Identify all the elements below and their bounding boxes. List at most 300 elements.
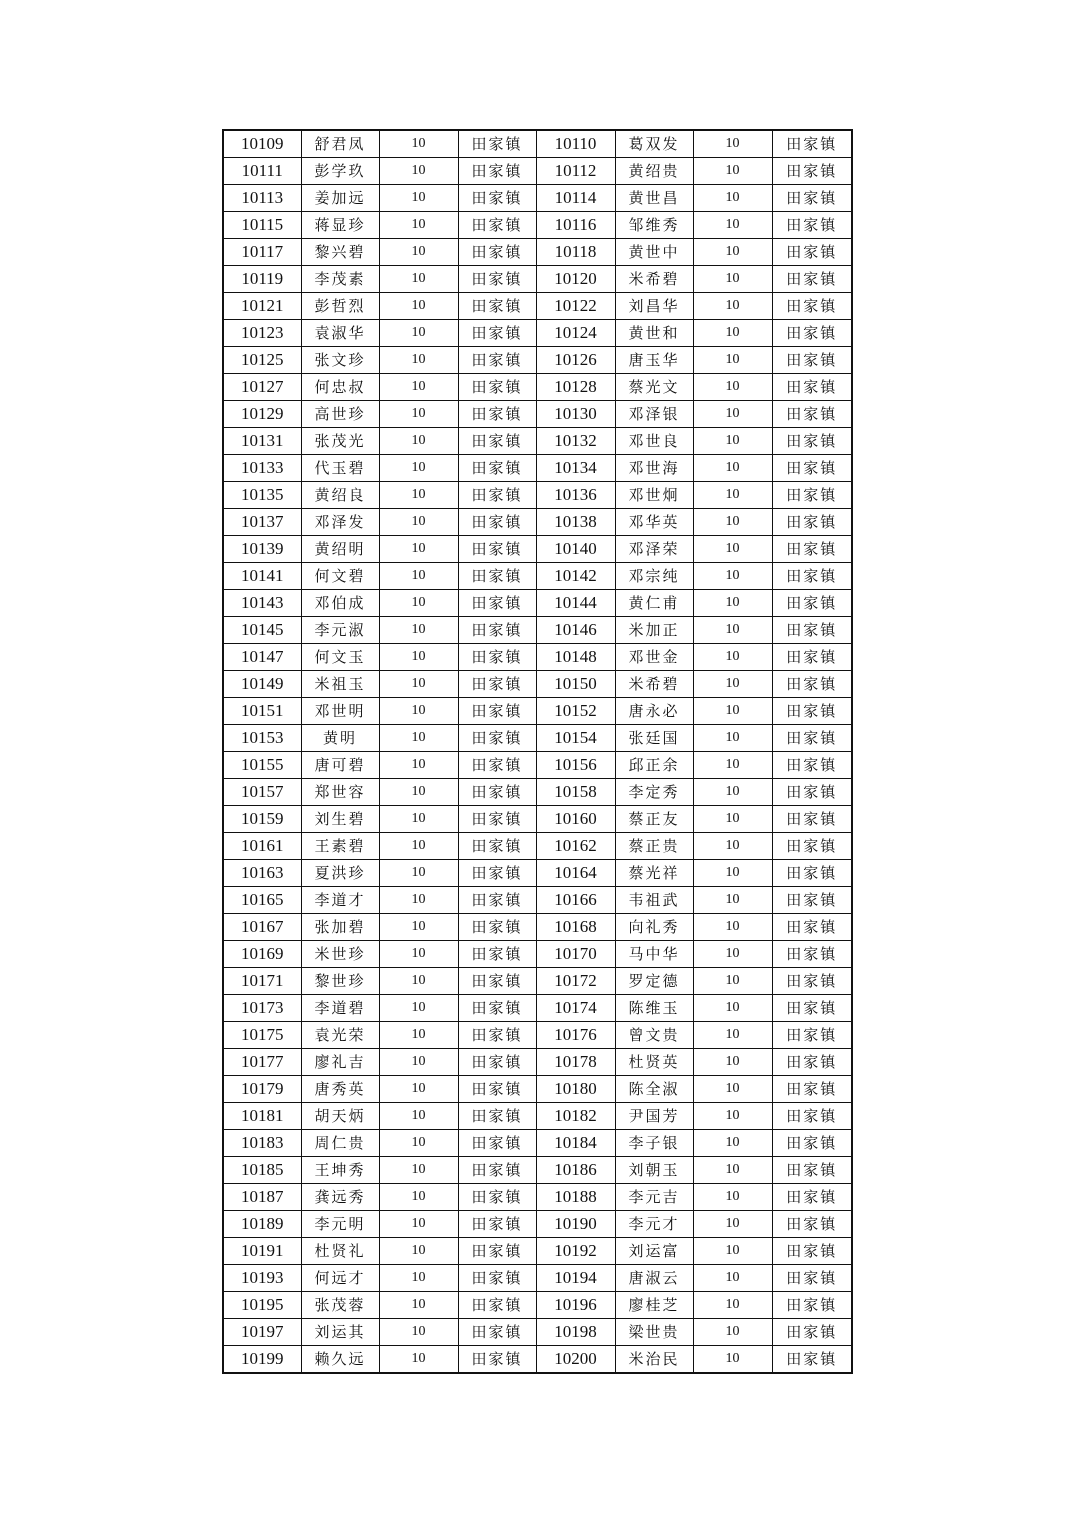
id-cell: 10127 [223,374,301,401]
name-cell: 张茂蓉 [301,1292,379,1319]
count-cell: 10 [693,185,772,212]
count-cell: 10 [379,1265,458,1292]
id-cell: 10117 [223,239,301,266]
table-row [223,860,852,887]
name-cell: 何文碧 [301,563,379,590]
count-cell: 10 [693,1184,772,1211]
name-cell: 廖桂芝 [615,1292,693,1319]
name-cell: 罗定德 [615,968,693,995]
count-cell: 10 [693,455,772,482]
name-cell: 杜贤礼 [301,1238,379,1265]
town-cell: 田家镇 [458,482,536,509]
name-cell: 龚远秀 [301,1184,379,1211]
town-cell: 田家镇 [772,1103,852,1130]
id-cell: 10162 [536,833,615,860]
count-cell: 10 [379,644,458,671]
id-cell: 10199 [223,1346,301,1374]
id-cell: 10152 [536,698,615,725]
count-cell: 10 [379,239,458,266]
town-cell: 田家镇 [458,1292,536,1319]
name-cell: 唐秀英 [301,1076,379,1103]
count-cell: 10 [693,833,772,860]
town-cell: 田家镇 [458,1265,536,1292]
town-cell: 田家镇 [772,374,852,401]
table-row [223,698,852,725]
id-cell: 10193 [223,1265,301,1292]
count-cell: 10 [379,185,458,212]
id-cell: 10134 [536,455,615,482]
town-cell: 田家镇 [772,1049,852,1076]
id-cell: 10143 [223,590,301,617]
table-row [223,482,852,509]
id-cell: 10186 [536,1157,615,1184]
count-cell: 10 [693,536,772,563]
id-cell: 10114 [536,185,615,212]
table-row [223,1292,852,1319]
town-cell: 田家镇 [458,671,536,698]
name-cell: 李定秀 [615,779,693,806]
town-cell: 田家镇 [772,1346,852,1374]
id-cell: 10155 [223,752,301,779]
id-cell: 10168 [536,914,615,941]
town-cell: 田家镇 [458,887,536,914]
town-cell: 田家镇 [772,239,852,266]
name-cell: 李元明 [301,1211,379,1238]
name-cell: 邓世海 [615,455,693,482]
count-cell: 10 [693,482,772,509]
town-cell: 田家镇 [458,428,536,455]
town-cell: 田家镇 [772,1184,852,1211]
count-cell: 10 [379,941,458,968]
id-cell: 10151 [223,698,301,725]
table-row [223,941,852,968]
name-cell: 刘昌华 [615,293,693,320]
count-cell: 10 [379,833,458,860]
count-cell: 10 [693,698,772,725]
id-cell: 10192 [536,1238,615,1265]
name-cell: 彭哲烈 [301,293,379,320]
table-row [223,374,852,401]
count-cell: 10 [379,1238,458,1265]
town-cell: 田家镇 [458,779,536,806]
id-cell: 10177 [223,1049,301,1076]
town-cell: 田家镇 [458,1076,536,1103]
count-cell: 10 [693,644,772,671]
id-cell: 10145 [223,617,301,644]
count-cell: 10 [379,968,458,995]
town-cell: 田家镇 [458,563,536,590]
town-cell: 田家镇 [772,644,852,671]
count-cell: 10 [693,1292,772,1319]
id-cell: 10129 [223,401,301,428]
name-cell: 蔡光祥 [615,860,693,887]
count-cell: 10 [379,1130,458,1157]
name-cell: 李道碧 [301,995,379,1022]
count-cell: 10 [379,509,458,536]
town-cell: 田家镇 [458,1022,536,1049]
table-row [223,1103,852,1130]
id-cell: 10196 [536,1292,615,1319]
town-cell: 田家镇 [772,1076,852,1103]
table-row [223,1049,852,1076]
town-cell: 田家镇 [772,617,852,644]
id-cell: 10121 [223,293,301,320]
table-row [223,617,852,644]
count-cell: 10 [379,617,458,644]
table-row [223,1211,852,1238]
count-cell: 10 [693,401,772,428]
name-cell: 周仁贵 [301,1130,379,1157]
name-cell: 米世珍 [301,941,379,968]
count-cell: 10 [693,1157,772,1184]
count-cell: 10 [693,1049,772,1076]
id-cell: 10136 [536,482,615,509]
count-cell: 10 [379,671,458,698]
town-cell: 田家镇 [772,320,852,347]
id-cell: 10130 [536,401,615,428]
table-row [223,1265,852,1292]
count-cell: 10 [379,914,458,941]
id-cell: 10116 [536,212,615,239]
id-cell: 10111 [223,158,301,185]
name-cell: 李茂素 [301,266,379,293]
count-cell: 10 [379,536,458,563]
id-cell: 10161 [223,833,301,860]
id-cell: 10176 [536,1022,615,1049]
id-cell: 10185 [223,1157,301,1184]
count-cell: 10 [379,374,458,401]
name-cell: 张茂光 [301,428,379,455]
count-cell: 10 [693,374,772,401]
table-row [223,725,852,752]
name-cell: 李子银 [615,1130,693,1157]
name-cell: 曾文贵 [615,1022,693,1049]
id-cell: 10131 [223,428,301,455]
name-cell: 郑世容 [301,779,379,806]
count-cell: 10 [693,130,772,158]
name-cell: 黄绍良 [301,482,379,509]
table-row [223,1238,852,1265]
town-cell: 田家镇 [772,779,852,806]
table-row [223,1076,852,1103]
town-cell: 田家镇 [772,1238,852,1265]
id-cell: 10158 [536,779,615,806]
id-cell: 10110 [536,130,615,158]
name-cell: 张加碧 [301,914,379,941]
table-row [223,1184,852,1211]
town-cell: 田家镇 [458,860,536,887]
id-cell: 10172 [536,968,615,995]
name-cell: 邓世明 [301,698,379,725]
table-row [223,455,852,482]
count-cell: 10 [379,779,458,806]
name-cell: 尹国芳 [615,1103,693,1130]
count-cell: 10 [379,725,458,752]
town-cell: 田家镇 [458,725,536,752]
name-cell: 葛双发 [615,130,693,158]
town-cell: 田家镇 [458,698,536,725]
count-cell: 10 [693,779,772,806]
count-cell: 10 [693,752,772,779]
id-cell: 10174 [536,995,615,1022]
town-cell: 田家镇 [458,158,536,185]
id-cell: 10187 [223,1184,301,1211]
name-cell: 韦祖武 [615,887,693,914]
town-cell: 田家镇 [458,1049,536,1076]
name-cell: 米加正 [615,617,693,644]
id-cell: 10109 [223,130,301,158]
id-cell: 10165 [223,887,301,914]
count-cell: 10 [693,1265,772,1292]
table-row [223,1346,852,1374]
town-cell: 田家镇 [458,1184,536,1211]
id-cell: 10120 [536,266,615,293]
town-cell: 田家镇 [772,1022,852,1049]
town-cell: 田家镇 [458,185,536,212]
name-cell: 邓华英 [615,509,693,536]
town-cell: 田家镇 [458,914,536,941]
town-cell: 田家镇 [458,941,536,968]
id-cell: 10189 [223,1211,301,1238]
id-cell: 10148 [536,644,615,671]
table-row [223,806,852,833]
id-cell: 10125 [223,347,301,374]
count-cell: 10 [693,914,772,941]
id-cell: 10123 [223,320,301,347]
table-row [223,239,852,266]
town-cell: 田家镇 [458,455,536,482]
id-cell: 10160 [536,806,615,833]
count-cell: 10 [379,1292,458,1319]
name-cell: 李元吉 [615,1184,693,1211]
id-cell: 10141 [223,563,301,590]
count-cell: 10 [693,212,772,239]
id-cell: 10128 [536,374,615,401]
count-cell: 10 [693,239,772,266]
id-cell: 10194 [536,1265,615,1292]
table-row [223,671,852,698]
count-cell: 10 [693,1238,772,1265]
id-cell: 10137 [223,509,301,536]
town-cell: 田家镇 [772,995,852,1022]
town-cell: 田家镇 [772,887,852,914]
count-cell: 10 [693,347,772,374]
name-cell: 蒋显珍 [301,212,379,239]
town-cell: 田家镇 [772,1292,852,1319]
name-cell: 米希碧 [615,671,693,698]
count-cell: 10 [379,320,458,347]
table-row [223,968,852,995]
id-cell: 10159 [223,806,301,833]
town-cell: 田家镇 [772,941,852,968]
table-row [223,1022,852,1049]
table-row [223,1157,852,1184]
count-cell: 10 [693,590,772,617]
id-cell: 10126 [536,347,615,374]
id-cell: 10169 [223,941,301,968]
count-cell: 10 [693,293,772,320]
town-cell: 田家镇 [458,509,536,536]
name-cell: 代玉碧 [301,455,379,482]
table-row [223,644,852,671]
count-cell: 10 [693,1346,772,1374]
name-cell: 黎世珍 [301,968,379,995]
count-cell: 10 [379,482,458,509]
town-cell: 田家镇 [458,1130,536,1157]
name-cell: 蔡正贵 [615,833,693,860]
id-cell: 10119 [223,266,301,293]
name-cell: 米希碧 [615,266,693,293]
count-cell: 10 [693,995,772,1022]
count-cell: 10 [693,158,772,185]
table-row [223,320,852,347]
town-cell: 田家镇 [772,833,852,860]
town-cell: 田家镇 [458,617,536,644]
town-cell: 田家镇 [458,644,536,671]
count-cell: 10 [379,455,458,482]
town-cell: 田家镇 [458,239,536,266]
name-cell: 唐玉华 [615,347,693,374]
town-cell: 田家镇 [772,698,852,725]
town-cell: 田家镇 [458,374,536,401]
name-cell: 张文珍 [301,347,379,374]
name-cell: 张廷国 [615,725,693,752]
count-cell: 10 [693,887,772,914]
name-cell: 黄绍明 [301,536,379,563]
town-cell: 田家镇 [458,968,536,995]
name-cell: 唐永必 [615,698,693,725]
count-cell: 10 [693,1076,772,1103]
table-row [223,887,852,914]
name-cell: 邓世良 [615,428,693,455]
town-cell: 田家镇 [458,1319,536,1346]
name-cell: 廖礼吉 [301,1049,379,1076]
id-cell: 10132 [536,428,615,455]
town-cell: 田家镇 [772,130,852,158]
town-cell: 田家镇 [772,806,852,833]
id-cell: 10124 [536,320,615,347]
count-cell: 10 [379,1022,458,1049]
town-cell: 田家镇 [772,347,852,374]
id-cell: 10140 [536,536,615,563]
name-cell: 陈全淑 [615,1076,693,1103]
count-cell: 10 [379,698,458,725]
town-cell: 田家镇 [772,725,852,752]
town-cell: 田家镇 [772,590,852,617]
id-cell: 10156 [536,752,615,779]
town-cell: 田家镇 [458,995,536,1022]
name-cell: 邓泽银 [615,401,693,428]
town-cell: 田家镇 [772,509,852,536]
table-row [223,293,852,320]
name-cell: 邓世炯 [615,482,693,509]
id-cell: 10197 [223,1319,301,1346]
count-cell: 10 [379,563,458,590]
count-cell: 10 [379,887,458,914]
id-cell: 10188 [536,1184,615,1211]
count-cell: 10 [693,509,772,536]
table-row [223,779,852,806]
name-cell: 米治民 [615,1346,693,1374]
name-cell: 袁淑华 [301,320,379,347]
name-cell: 何文玉 [301,644,379,671]
count-cell: 10 [379,428,458,455]
name-cell: 杜贤英 [615,1049,693,1076]
town-cell: 田家镇 [458,1346,536,1374]
town-cell: 田家镇 [772,914,852,941]
town-cell: 田家镇 [458,1103,536,1130]
table-row [223,995,852,1022]
town-cell: 田家镇 [772,185,852,212]
town-cell: 田家镇 [772,293,852,320]
table-row [223,536,852,563]
table-row [223,752,852,779]
name-cell: 邓泽发 [301,509,379,536]
town-cell: 田家镇 [772,1265,852,1292]
count-cell: 10 [693,968,772,995]
name-cell: 舒君凤 [301,130,379,158]
roster-table [222,129,853,1374]
count-cell: 10 [379,860,458,887]
name-cell: 梁世贵 [615,1319,693,1346]
name-cell: 陈维玉 [615,995,693,1022]
id-cell: 10147 [223,644,301,671]
table-row [223,401,852,428]
table-row [223,212,852,239]
name-cell: 李道才 [301,887,379,914]
count-cell: 10 [693,428,772,455]
name-cell: 邓伯成 [301,590,379,617]
town-cell: 田家镇 [458,347,536,374]
town-cell: 田家镇 [458,401,536,428]
id-cell: 10157 [223,779,301,806]
id-cell: 10144 [536,590,615,617]
town-cell: 田家镇 [458,1238,536,1265]
count-cell: 10 [693,806,772,833]
count-cell: 10 [379,1184,458,1211]
count-cell: 10 [379,752,458,779]
id-cell: 10191 [223,1238,301,1265]
name-cell: 袁光荣 [301,1022,379,1049]
id-cell: 10166 [536,887,615,914]
town-cell: 田家镇 [458,320,536,347]
name-cell: 黎兴碧 [301,239,379,266]
id-cell: 10138 [536,509,615,536]
name-cell: 高世珍 [301,401,379,428]
town-cell: 田家镇 [458,752,536,779]
name-cell: 夏洪珍 [301,860,379,887]
town-cell: 田家镇 [458,212,536,239]
table-row [223,509,852,536]
id-cell: 10184 [536,1130,615,1157]
table-row [223,347,852,374]
town-cell: 田家镇 [772,1157,852,1184]
count-cell: 10 [693,1319,772,1346]
town-cell: 田家镇 [458,266,536,293]
name-cell: 邓世金 [615,644,693,671]
name-cell: 赖久远 [301,1346,379,1374]
id-cell: 10171 [223,968,301,995]
count-cell: 10 [693,860,772,887]
name-cell: 何忠叔 [301,374,379,401]
name-cell: 马中华 [615,941,693,968]
name-cell: 刘运富 [615,1238,693,1265]
name-cell: 黄世中 [615,239,693,266]
town-cell: 田家镇 [772,158,852,185]
count-cell: 10 [379,1076,458,1103]
id-cell: 10112 [536,158,615,185]
id-cell: 10115 [223,212,301,239]
